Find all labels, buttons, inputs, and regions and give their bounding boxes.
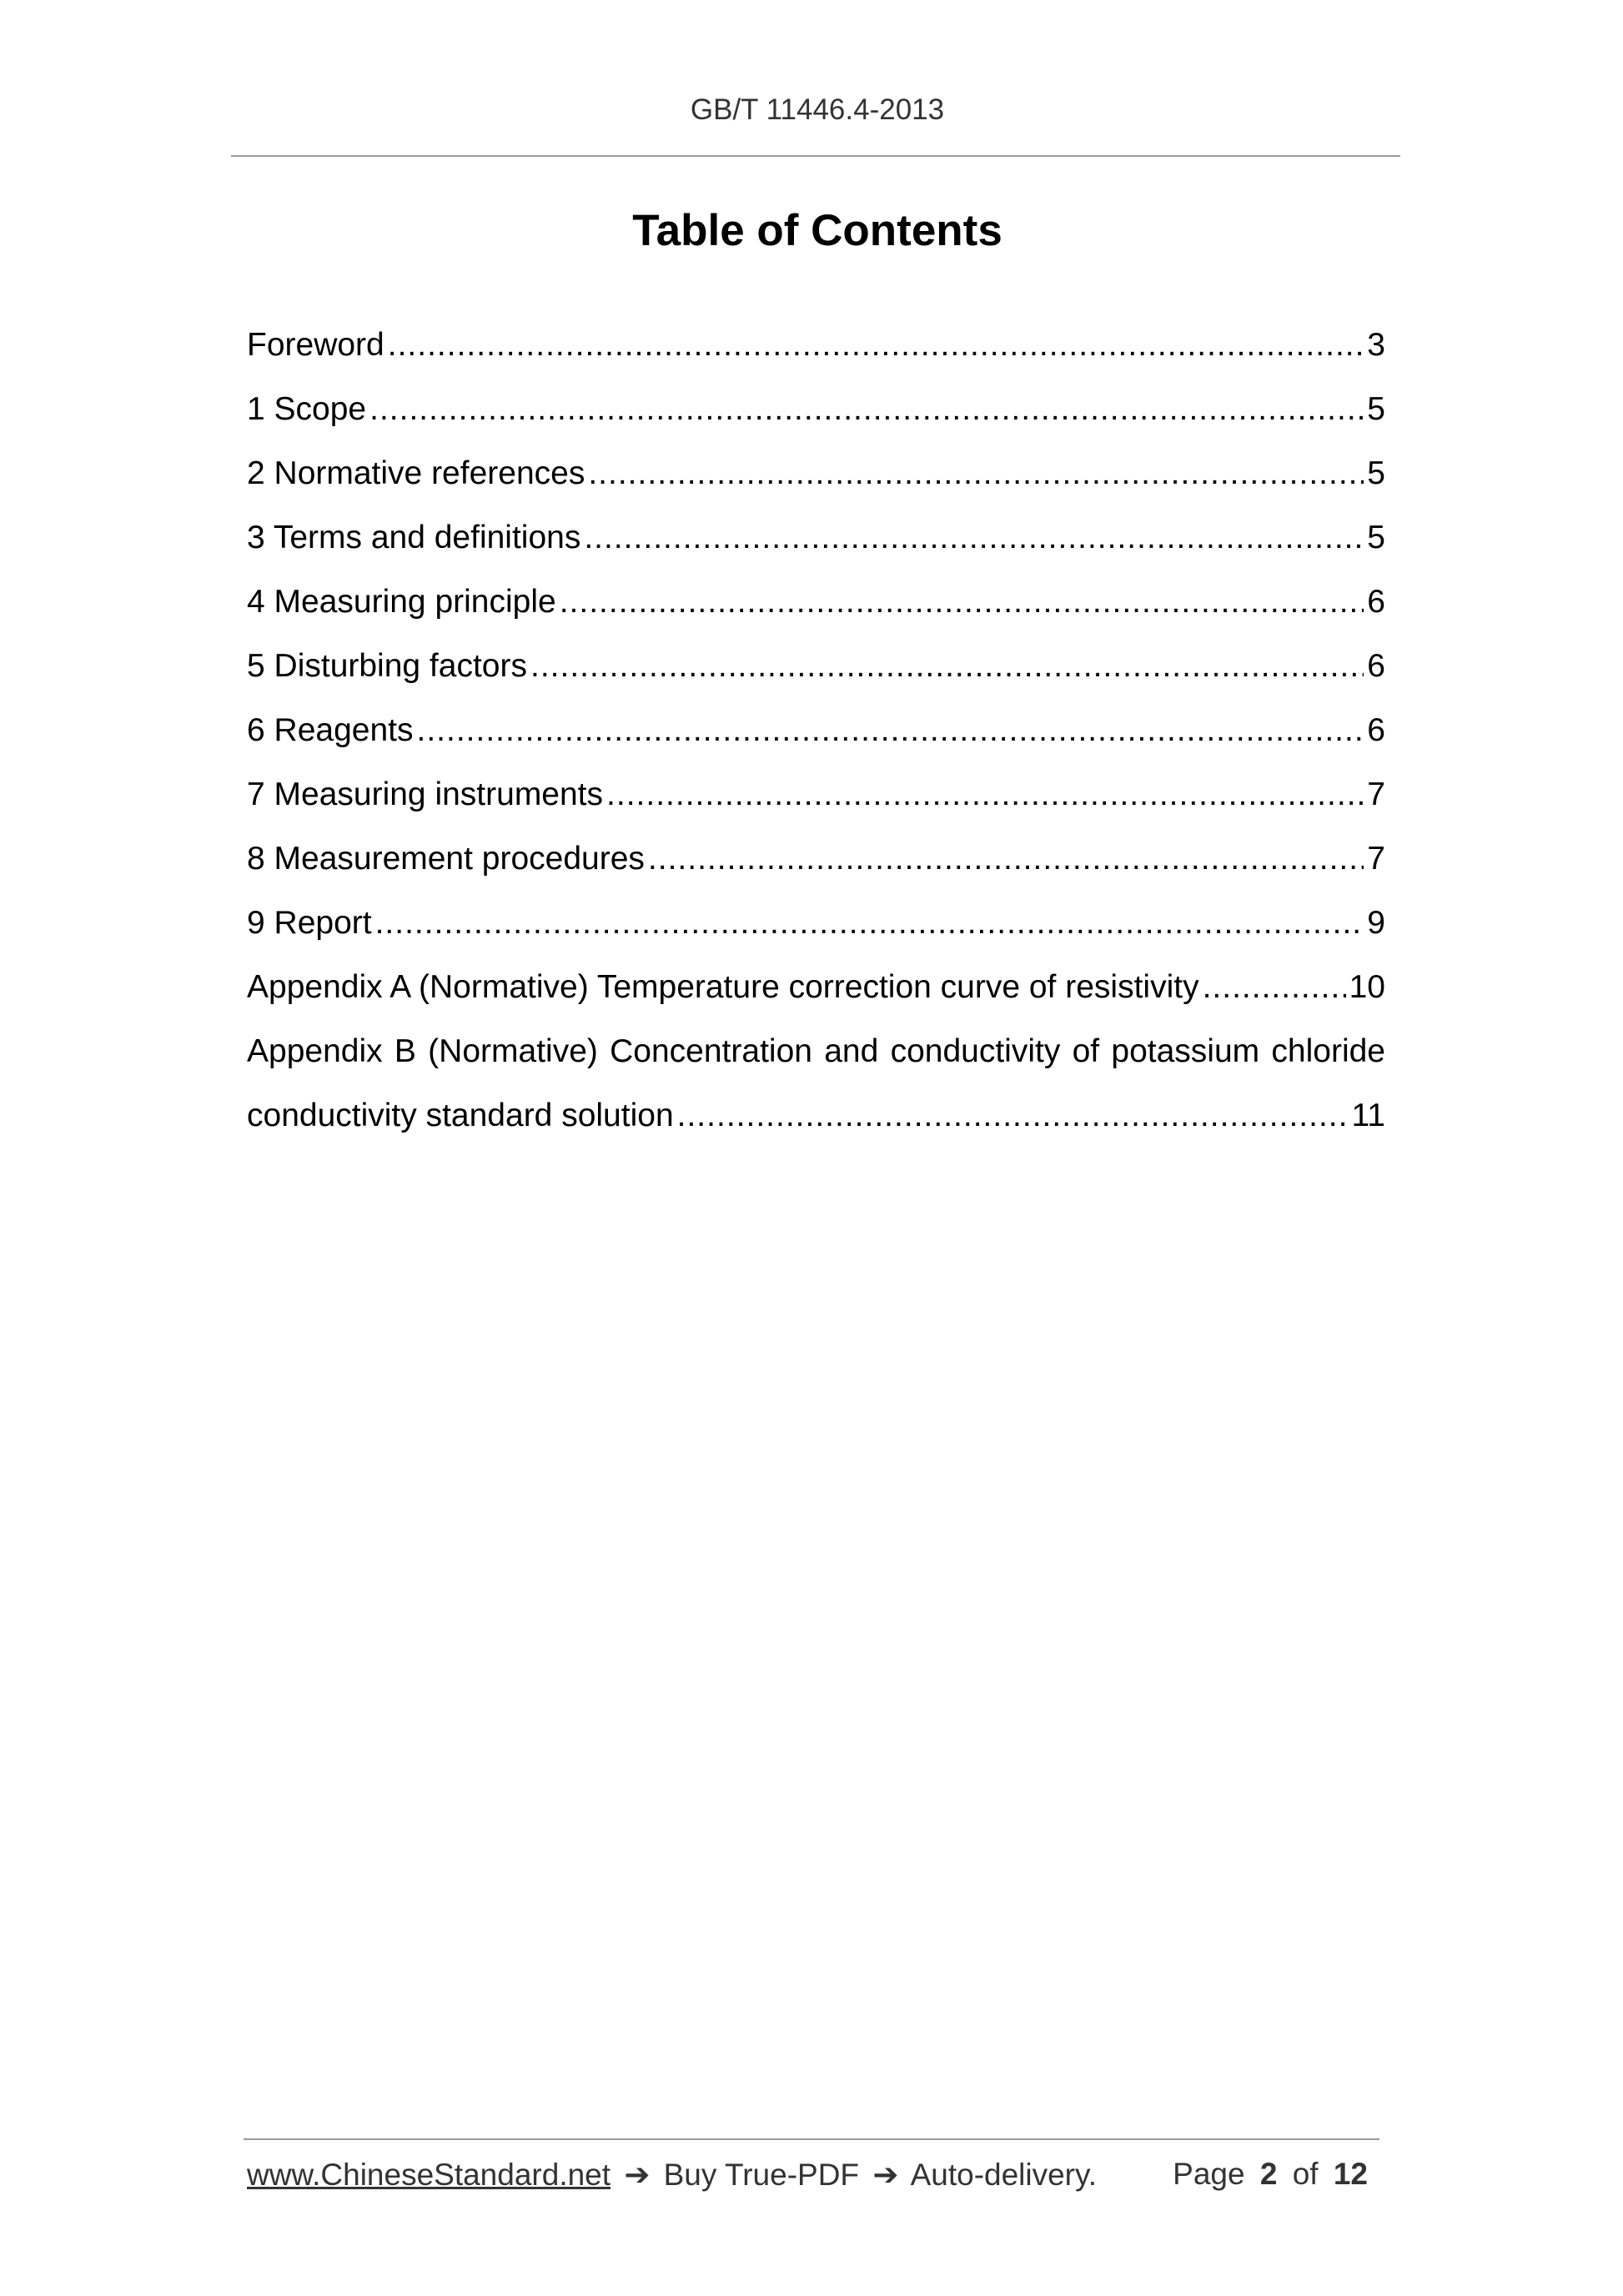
toc-entry-label: 6 Reagents	[247, 712, 414, 748]
dot-leader	[588, 449, 1364, 498]
toc-entry-label: 8 Measurement procedures	[247, 841, 645, 877]
site-link[interactable]: www.ChineseStandard.net	[247, 2158, 611, 2192]
toc-entry-label: 3 Terms and definitions	[247, 520, 581, 555]
toc-entry-scope[interactable]	[247, 384, 1385, 449]
toc-entry-label: 2 Normative references	[247, 455, 585, 491]
dot-leader	[1203, 962, 1346, 1012]
toc-page-number: 10	[1349, 969, 1385, 1005]
dot-leader	[388, 320, 1364, 369]
dot-leader	[369, 384, 1364, 434]
table-of-contents	[247, 320, 1385, 1155]
footer-promo	[247, 2157, 1097, 2193]
right-arrow-icon: ➔	[624, 2158, 651, 2192]
toc-entry-measurement-procedures[interactable]	[247, 834, 1385, 898]
toc-entry-foreword[interactable]	[247, 320, 1385, 384]
current-page-number: 2	[1259, 2157, 1278, 2191]
toc-entry-terms-and-definitions[interactable]	[247, 513, 1385, 577]
toc-page-number: 3	[1367, 327, 1385, 363]
toc-entry-label: Foreword	[247, 327, 384, 363]
toc-page-number: 7	[1367, 841, 1385, 877]
dot-leader	[584, 513, 1364, 562]
toc-page-number: 6	[1367, 584, 1385, 620]
page-title: Table of Contents	[632, 206, 1002, 255]
toc-entry-label: Appendix A (Normative) Temperature correction curve of resistivity	[247, 969, 1199, 1005]
footer-divider	[244, 2138, 1379, 2140]
toc-entry-label: 1 Scope	[247, 391, 367, 427]
toc-page-number: 6	[1367, 648, 1385, 684]
toc-page-number: 9	[1367, 905, 1385, 941]
toc-entry-label: 7 Measuring instruments	[247, 776, 604, 812]
buy-text: Buy True-PDF	[663, 2158, 860, 2192]
dot-leader	[416, 706, 1364, 755]
total-page-number: 12	[1333, 2157, 1368, 2191]
toc-entry-label-line2: conductivity standard solution	[247, 1098, 674, 1133]
toc-entry-measuring-principle[interactable]	[247, 577, 1385, 641]
dot-leader	[606, 770, 1364, 819]
toc-entry-reagents[interactable]	[247, 706, 1385, 770]
dot-leader	[530, 641, 1364, 691]
toc-entry-label: 9 Report	[247, 905, 372, 941]
page-footer	[247, 2157, 1381, 2203]
dot-leader	[560, 577, 1364, 626]
dot-leader	[648, 834, 1364, 883]
toc-page-number: 6	[1367, 712, 1385, 748]
toc-entry-normative-references[interactable]	[247, 449, 1385, 513]
toc-page-number: 11	[1351, 1098, 1385, 1133]
page-word: Page	[1173, 2157, 1245, 2191]
toc-entry-label: 5 Disturbing factors	[247, 648, 527, 684]
toc-entry-label: 4 Measuring principle	[247, 584, 556, 620]
toc-entry-measuring-instruments[interactable]	[247, 770, 1385, 834]
toc-page-number: 5	[1367, 455, 1385, 491]
toc-entry-appendix-a[interactable]	[247, 962, 1385, 1027]
toc-entry-label-line1: Appendix B (Normative) Concentration and conductivity of potassium chloride	[247, 1033, 1385, 1069]
dot-leader	[677, 1091, 1349, 1140]
toc-page-number: 5	[1367, 391, 1385, 427]
dot-leader	[375, 898, 1364, 947]
right-arrow-icon: ➔	[872, 2158, 899, 2192]
toc-entry-appendix-b-line2[interactable]	[247, 1091, 1385, 1155]
of-word: of	[1292, 2157, 1319, 2191]
document-code-header: GB/T 11446.4-2013	[690, 93, 945, 126]
delivery-text: Auto-delivery.	[910, 2158, 1098, 2192]
toc-entry-disturbing-factors[interactable]	[247, 641, 1385, 706]
toc-page-number: 7	[1367, 776, 1385, 812]
toc-entry-appendix-b-line1[interactable]	[247, 1027, 1385, 1091]
header-divider	[231, 155, 1400, 157]
page-indicator	[1173, 2157, 1374, 2192]
toc-page-number: 5	[1367, 520, 1385, 555]
toc-entry-report[interactable]	[247, 898, 1385, 962]
